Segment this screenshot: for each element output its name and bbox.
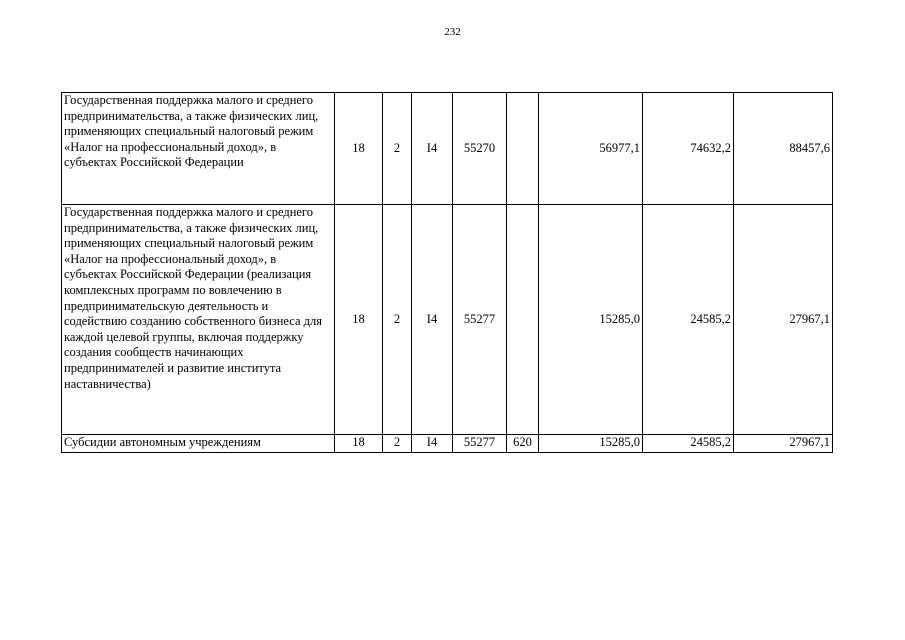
row-amount-year-2: 24585,2 — [643, 435, 734, 453]
row-target-code: 55270 — [453, 93, 507, 205]
row-amount-year-2: 74632,2 — [643, 93, 734, 205]
row-amount-year-3: 88457,6 — [734, 93, 833, 205]
row-subsection: 2 — [383, 205, 412, 435]
row-name: Субсидии автономным учреждениям — [62, 435, 335, 453]
row-amount-year-1: 56977,1 — [539, 93, 643, 205]
table-row — [62, 435, 833, 453]
row-name: Государственная поддержка малого и среднего предпринимательства, а также физических лиц, применяющих специальный налоговый режим «Налог на профессиональный доход», в субъектах Российской Федерации — [62, 93, 335, 205]
row-section: 18 — [335, 93, 383, 205]
row-program-code: I4 — [412, 205, 453, 435]
row-amount-year-1: 15285,0 — [539, 435, 643, 453]
row-name: Государственная поддержка малого и среднего предпринимательства, а также физических лиц, применяющих специальный налоговый режим «Налог на профессиональный доход», в субъектах Российской Федерации (реализация комплексных программ по вовлечению в предпринимательскую деятельность и содействию созданию собственного бизнеса для каждой целевой группы, включая поддержку создания сообществ начинающих предпринимателей и развитие института наставничества) — [62, 205, 335, 435]
row-section: 18 — [335, 205, 383, 435]
row-target-code: 55277 — [453, 435, 507, 453]
row-program-code: I4 — [412, 93, 453, 205]
row-subsection: 2 — [383, 93, 412, 205]
row-amount-year-3: 27967,1 — [734, 205, 833, 435]
row-program-code: I4 — [412, 435, 453, 453]
budget-table — [61, 92, 833, 453]
row-subsection: 2 — [383, 435, 412, 453]
row-amount-year-3: 27967,1 — [734, 435, 833, 453]
table-row — [62, 93, 833, 205]
row-amount-year-2: 24585,2 — [643, 205, 734, 435]
row-section: 18 — [335, 435, 383, 453]
row-expense-type — [507, 205, 539, 435]
row-amount-year-1: 15285,0 — [539, 205, 643, 435]
row-expense-type — [507, 93, 539, 205]
table-row — [62, 205, 833, 435]
row-expense-type: 620 — [507, 435, 539, 453]
page-number: 232 — [444, 26, 461, 38]
row-target-code: 55277 — [453, 205, 507, 435]
